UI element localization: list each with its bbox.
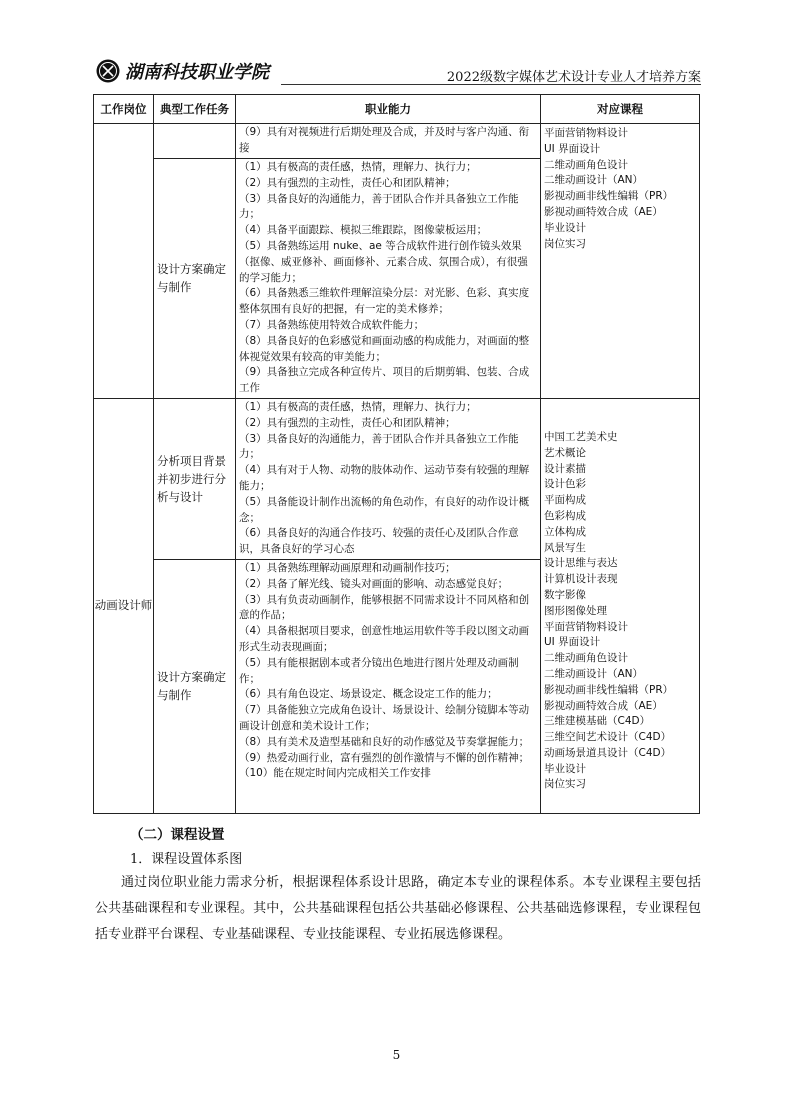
course-item: 设计素描 <box>544 462 586 475</box>
ability-line: （10）能在规定时间内完成相关工作安排 <box>239 767 431 780</box>
course-item: 数字影像 <box>544 588 586 601</box>
course-item: 设计色彩 <box>544 478 586 491</box>
course-item: UI 界面设计 <box>544 142 601 155</box>
course-item: 动画场景道具设计（C4D） <box>544 746 672 759</box>
ability-line: （9）具有对视频进行后期处理及合成，并及时与客户沟通、衔接 <box>239 126 530 154</box>
ability-line: （1）具备熟练理解动画原理和动画制作技巧； <box>239 561 456 574</box>
ability-line: （9）热爱动画行业，富有强烈的创作激情与不懈的创作精神； <box>239 751 530 764</box>
course-item: 计算机设计表现 <box>544 573 618 586</box>
course-item: 设计思维与表达 <box>544 557 618 570</box>
ability-line: （8）具备良好的色彩感觉和画面动感的构成能力，对画面的整体视觉效果有较高的审美能力； <box>239 334 530 363</box>
course-item: 影视动画非线性编辑（PR） <box>544 683 674 696</box>
header-position: 工作岗位 <box>94 95 154 124</box>
ability-cell <box>236 124 541 159</box>
course-item: 风景写生 <box>544 541 586 554</box>
course-item: 平面营销物料设计 <box>544 127 628 139</box>
course-item: 二维动画设计（AN） <box>544 667 644 680</box>
course-item: 毕业设计 <box>544 221 586 234</box>
page-header <box>95 54 701 88</box>
ability-line: （1）具有极高的责任感，热情，理解力、执行力； <box>239 400 477 413</box>
course-item: 立体构成 <box>544 525 586 538</box>
ability-line: （1）具有极高的责任感，热情，理解力、执行力； <box>239 161 477 173</box>
section-heading: （二）课程设置 <box>130 827 225 843</box>
document-title: 2022级数字媒体艺术设计专业人才培养方案 <box>446 70 701 85</box>
course-item: 中国工艺美术史 <box>544 430 618 443</box>
course-item: 色彩构成 <box>544 509 586 522</box>
ability-cell <box>236 398 541 559</box>
course-item: 影视动画非线性编辑（PR） <box>544 190 674 203</box>
course-cell <box>541 124 700 399</box>
table-row <box>94 124 700 159</box>
ability-line: （5）具备能设计制作出流畅的角色动作，有良好的动作设计概念； <box>239 495 530 524</box>
ability-line: （6）具备熟悉三维软件理解渲染分层：对光影、色彩、真实度整体氛围有良好的把握，有一定的美术修养； <box>239 287 530 316</box>
table-header-row <box>94 95 700 124</box>
ability-line: （3）具备良好的沟通能力，善于团队合作并具备独立工作能力； <box>239 432 519 461</box>
ability-line: （7）具备熟练使用特效合成软件能力； <box>239 318 425 331</box>
course-item: 平面营销物料设计 <box>544 620 628 633</box>
ability-line: （5）具备熟练运用 nuke、ae 等合成软件进行创作镜头效果（抠像、威亚修补、画面修补、元素合成、氛围合成），有很强的学习能力； <box>239 239 528 284</box>
course-item: 岗位实习 <box>544 778 586 791</box>
ability-line: （2）具备了解光线、镜头对画面的影响、动态感觉良好； <box>239 577 509 590</box>
ability-cell <box>236 159 541 399</box>
course-cell <box>541 398 700 813</box>
table-row <box>94 398 700 559</box>
position-cell: 动画设计师 <box>94 398 154 813</box>
course-item: 岗位实习 <box>544 237 586 250</box>
ability-line: （4）具备平面跟踪、模拟三维跟踪，图像蒙板运用； <box>239 224 488 237</box>
ability-line: （2）具有强烈的主动性，责任心和团队精神； <box>239 176 456 189</box>
course-item: 影视动画特效合成（AE） <box>544 205 663 218</box>
course-item: 影视动画特效合成（AE） <box>544 699 663 712</box>
header-course: 对应课程 <box>541 95 700 124</box>
ability-line: （2）具有强烈的主动性，责任心和团队精神； <box>239 416 456 429</box>
course-item: 二维动画设计（AN） <box>544 174 644 187</box>
course-item: UI 界面设计 <box>544 636 601 649</box>
task-cell <box>154 124 236 159</box>
ability-course-table <box>93 94 700 814</box>
ability-line: （8）具有美术及造型基础和良好的动作感觉及节奏掌握能力； <box>239 735 530 748</box>
task-cell: 设计方案确定与制作 <box>154 159 236 399</box>
ability-cell <box>236 559 541 813</box>
task-cell: 分析项目背景并初步进行分析与设计 <box>154 398 236 559</box>
ability-line: （7）具备能独立完成角色设计、场景设计、绘制分镜脚本等动画设计创意和美术设计工作； <box>239 704 530 732</box>
course-item: 艺术概论 <box>544 446 586 459</box>
school-name: 湖南科技职业学院 <box>125 62 269 83</box>
ability-line: （6）具备良好的沟通合作技巧、较强的责任心及团队合作意识，具备良好的学习心态 <box>239 527 519 556</box>
course-item: 毕业设计 <box>544 762 586 775</box>
course-item: 平面构成 <box>544 494 586 507</box>
header-task: 典型工作任务 <box>154 95 236 124</box>
page-number: 5 <box>392 1048 401 1062</box>
ability-line: （3）具有负责动画制作，能够根据不同需求设计不同风格和创意的作品； <box>239 593 530 622</box>
ability-line: （9）具备独立完成各种宣传片、项目的后期剪辑、包装、合成工作 <box>239 366 530 395</box>
course-item: 图形图像处理 <box>544 604 607 617</box>
course-item: 二维动画角色设计 <box>544 158 628 171</box>
header-ability: 职业能力 <box>236 95 541 124</box>
ability-line: （6）具有角色设定、场景设定、概念设定工作的能力； <box>239 688 498 701</box>
course-item: 三维建模基础（C4D） <box>544 715 651 728</box>
ability-line: （4）具有对于人物、动物的肢体动作、运动节奏有较强的理解能力； <box>239 464 530 492</box>
section-subheading: 1．课程设置体系图 <box>130 852 243 867</box>
course-item: 二维动画角色设计 <box>544 652 628 665</box>
ability-line: （4）具备根据项目要求，创意性地运用软件等手段以图文动画形式生动表现画面； <box>239 625 530 653</box>
course-item: 三维空间艺术设计（C4D） <box>544 731 672 744</box>
position-cell <box>94 124 154 399</box>
ability-line: （3）具备良好的沟通能力，善于团队合作并具备独立工作能力； <box>239 192 519 221</box>
body-paragraph: 通过岗位职业能力需求分析，根据课程体系设计思路，确定本专业的课程体系。本专业课程主要包括公共基础课程和专业课程。其中，公共基础课程包括公共基础必修课程、公共基础选修课程，专业课程包括专业群平台课程、专业基础课程、专业技能课程、专业拓展选修课程。 <box>95 875 701 942</box>
school-logo <box>95 58 275 84</box>
task-cell: 设计方案确定与制作 <box>154 559 236 813</box>
ability-line: （5）具有能根据剧本或者分镜出色地进行图片处理及动画制作； <box>239 656 519 685</box>
